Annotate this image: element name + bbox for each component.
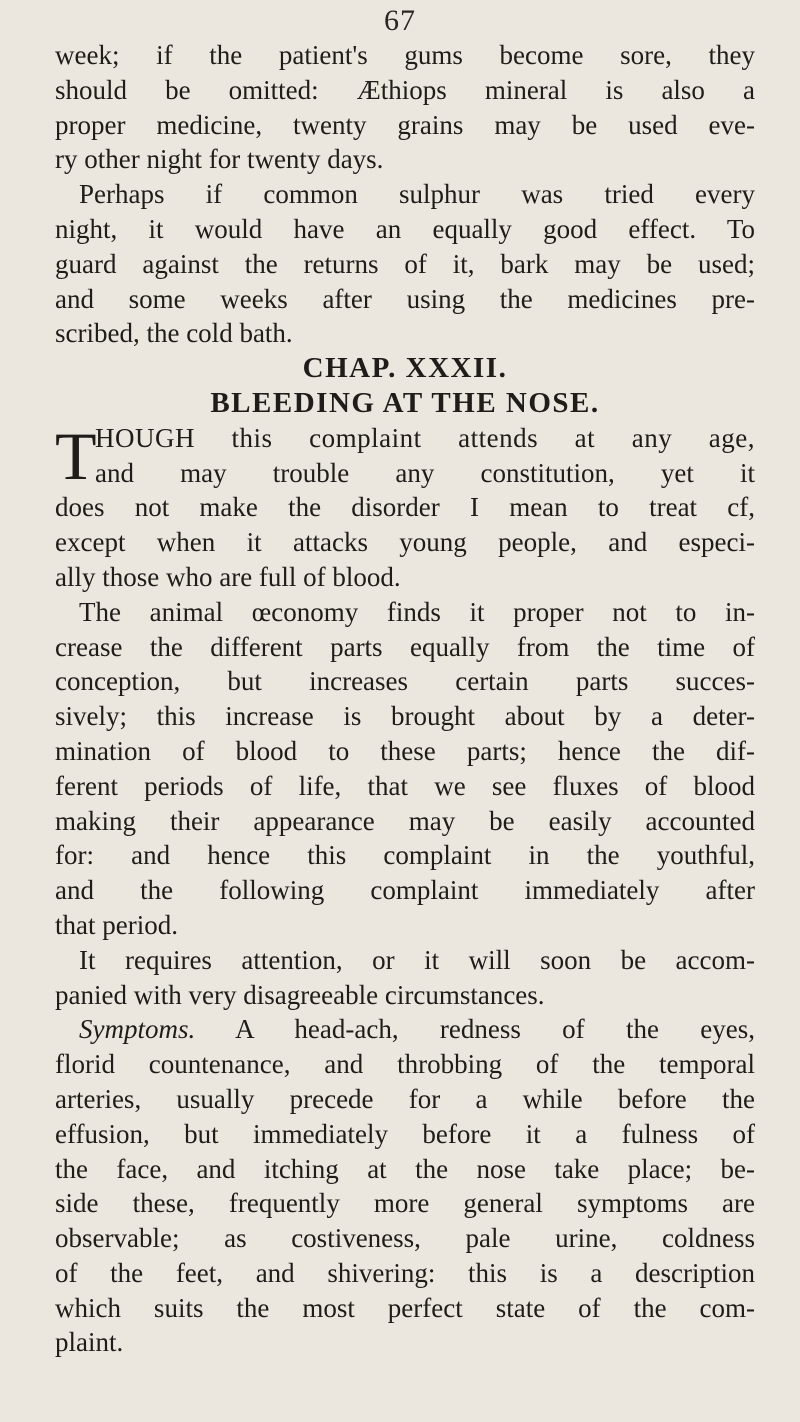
text-line: The animal œconomy finds it proper not to in- (79, 596, 755, 627)
text-line (55, 1012, 755, 1047)
text-line: the face, and itching at the nose take place; be- (55, 1153, 755, 1184)
text-line: and some weeks after using the medicines pre- (55, 283, 755, 314)
text-line: ally those who are full of blood. (55, 561, 401, 592)
section-title: BLEEDING AT THE NOSE. (210, 386, 600, 419)
text-fragment: A head-ach, redness of the eyes, (235, 1014, 755, 1045)
text-line: except when it attacks young people, and especi- (55, 527, 755, 558)
text-line: for: and hence this complaint in the youthful, (55, 840, 755, 871)
opening-paragraph (55, 417, 755, 494)
text-line: effusion, but immediately before it a fulness of (55, 1118, 755, 1149)
text-line: conception, but increases certain parts succes- (55, 666, 755, 697)
text-line: and the following complaint immediately after (55, 875, 755, 906)
text-line: and may trouble any constitution, yet it (95, 457, 755, 488)
text-line: Perhaps if common sulphur was tried every (79, 179, 755, 210)
text-line: night, it would have an equally good effect. To (55, 213, 755, 244)
text-line: which suits the most perfect state of the com- (55, 1292, 755, 1323)
text-line: ferent periods of life, that we see fluxes of blood (55, 770, 755, 801)
text-line: of the feet, and shivering: this is a description (55, 1257, 755, 1288)
text-line: guard against the returns of it, bark may be used; (55, 248, 755, 279)
text-line: It requires attention, or it will soon be accom- (79, 944, 755, 975)
text-line: should be omitted: Æthiops mineral is also a (55, 74, 755, 105)
text-line: making their appearance may be easily accounted (55, 805, 755, 836)
text-line: side these, frequently more general symptoms are (55, 1188, 755, 1219)
text-line: florid countenance, and throbbing of the temporal (55, 1049, 755, 1080)
text-line: panied with very disagreeable circumstances. (55, 979, 545, 1010)
drop-cap: T (55, 417, 97, 494)
text-line: mination of blood to these parts; hence the dif- (55, 735, 755, 766)
text-line: observable; as costiveness, pale urine, coldness (55, 1223, 755, 1254)
text-line: week; if the patient's gums become sore, they (55, 40, 755, 70)
text-line: plaint. (55, 1327, 124, 1358)
page-body (55, 38, 755, 1360)
text-line: sively; this increase is brought about by a deter- (55, 701, 755, 732)
text-line: that period. (55, 909, 178, 940)
text-line: crease the different parts equally from the time of (55, 631, 755, 662)
text-line: scribed, the cold bath. (55, 318, 293, 349)
symptoms-label: Symptoms. (79, 1014, 196, 1045)
text-line: does not make the disorder I mean to treat cf, (55, 492, 755, 523)
page-number: 67 (384, 4, 416, 37)
chapter-heading: CHAP. XXXII. (302, 352, 508, 385)
text-line: ry other night for twenty days. (55, 144, 384, 175)
text-line: HOUGH this complaint attends at any age, (95, 422, 755, 453)
text-line: arteries, usually precede for a while before the (55, 1083, 755, 1114)
text-line: proper medicine, twenty grains may be used eve- (55, 109, 755, 140)
